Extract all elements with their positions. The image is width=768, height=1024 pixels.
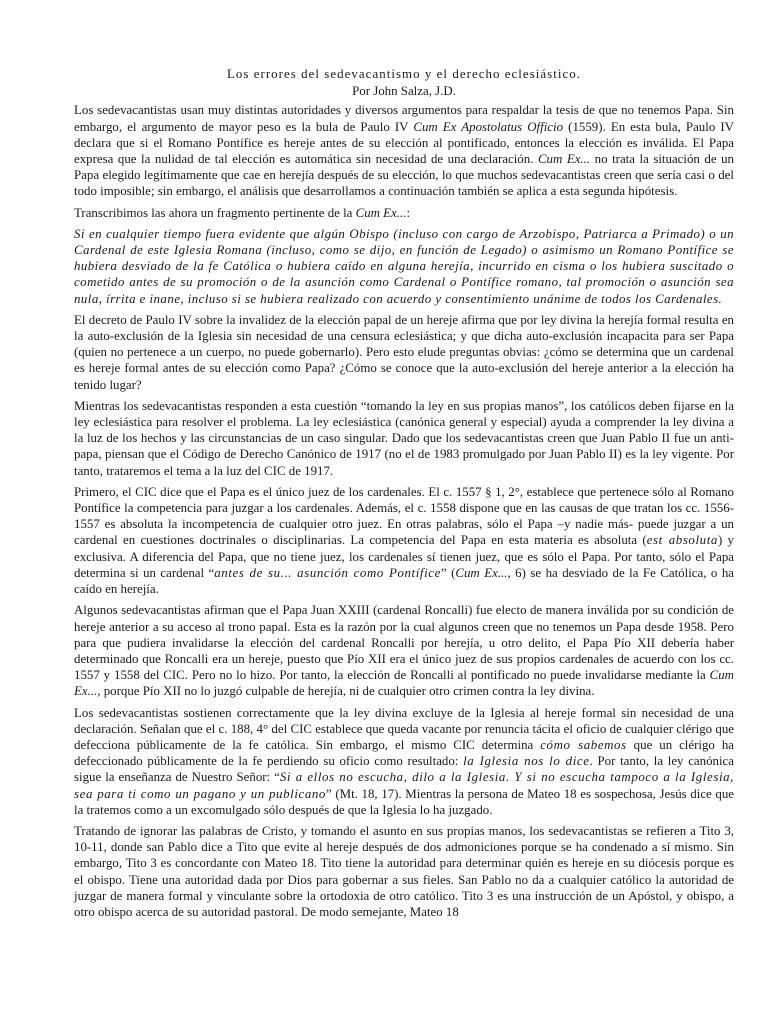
p6-italic-1: Cum Ex... (74, 668, 734, 699)
p5-text-a: Primero, el CIC dice que el Papa es el único juez de los cardenales. El c. 1557 § 1, 2°, establece que pertenece sólo al Romano Pontífice la competencia para juzgar a los cardenales. Además, el c. 1558 dispone que en las causas de que tratan los cc. 1556-1557 es absoluta la incompetencia de cualquier otro juez. En otras palabras, sólo el Papa –y nadie más- puede juzgar a un cardenal en cuestiones doctrinales o disciplinarias. La competencia del Papa en esta materia es absoluta ( (74, 484, 734, 548)
p6-text-b: , porque Pío XII no lo juzgó culpable de herejía, ni de cualquier otro crimen contra la ley divina. (97, 684, 595, 699)
p5-text-d: , 6) se ha desviado de la Fe Católica, o ha caído en herejía. (74, 565, 734, 597)
quoted-fragment: Si en cualquier tiempo fuera evidente que algún Obispo (incluso con cargo de Arzobispo, Patriarca a Primado) o un Cardenal de este Iglesia Romana (incluso, como se dijo, en función de Legado) o asimismo un Romano Pontífice se hubiera desviado de la fe Católica o hubiera caído en alguna herejía, incurrido en cisma o los hubiera suscitado o cometido antes de su promoción o de la asunción como Cardenal o Pontífice romano, tal promoción o asunción sea nula, írrita e inane, incluso si se hubiera realizado con acuerdo y consentimiento unánime de todos los Cardenales. (74, 226, 734, 306)
p7-text-a: Los sedevacantistas sostienen correctamente que la ley divina excluye de la Iglesia al hereje formal sin necesidad de una declaración. Señalan que el c. 188, 4° del CIC establece que queda vacante por renuncia tácita el oficio de cualquier clérigo que defecciona públicamente de la fe católica. Sin embargo, el mismo CIC determina (74, 705, 734, 752)
paragraph-3: El decreto de Paulo IV sobre la invalidez de la elección papal de un hereje afirma que por ley divina la herejía formal resulta en la auto-exclusión de la Iglesia sin necesidad de una censura eclesiástica; y que dicha auto-exclusión incapacita para ser Papa (quien no pertenece a un cuerpo, no puede gobernarlo). Pero esto elude preguntas obvias: ¿cómo se determina que un cardenal es hereje formal antes de su elección como Papa? ¿Cómo se conoce que la auto-exclusión del hereje anterior a la elección ha tenido lugar? (74, 312, 734, 392)
paragraph-4: Mientras los sedevacantistas responden a esta cuestión “tomando la ley en sus propias manos”, los católicos deben fijarse en la ley eclesiástica para resolver el problema. La ley eclesiástica (canónica general y especial) ayuda a comprender la ley divina a la luz de los hechos y las circunstancias de un caso singular. Dado que los sedevacantistas creen que Juan Pablo II fue un anti-papa, piensan que el Código de Derecho Canónico de 1917 (no el de 1983 promulgado por Juan Pablo II) es la ley vigente. Por tanto, trataremos el tema a la luz del CIC de 1917. (74, 398, 734, 478)
page-title: Los errores del sedevacantismo y el derecho eclesiástico. (226, 67, 582, 81)
paragraph-6 (74, 602, 734, 699)
p5-text-b: ) y exclusiva. A diferencia del Papa, que no tiene juez, los cardenales sí tienen juez, que es sólo el Papa. Por tanto, sólo el Papa determina si un cardenal “ (74, 533, 734, 580)
paragraph-2 (74, 205, 734, 221)
p2-italic-1: Cum Ex... (355, 205, 407, 220)
p1-text-b: (1559). En esta bula, Paulo IV declara que si el Romano Pontífice es hereje antes de su elección al pontificado, entonces la elección es inválida. El Papa expresa que la nulidad de tal elección es automática sin necesidad de una declaración. (74, 119, 734, 167)
p5-text-c: ” ( (440, 565, 456, 580)
p1-italic-2: Cum Ex... (537, 152, 591, 167)
p7-text-c: . Por tanto, la ley canónica sigue la enseñanza de Nuestro Señor: “ (74, 754, 734, 785)
p5-italic-1: est absoluta (646, 533, 718, 548)
p2-text-a: Transcribimos las ahora un fragmento pertinente de la (74, 205, 356, 220)
p1-italic-1: Cum Ex Apostolatus Officio (413, 119, 564, 134)
author-line: Por John Salza, J.D. (352, 84, 456, 99)
p7-text-b: que un clérigo ha defeccionado públicamente de la fe perdiendo su oficio como resultado: (74, 737, 735, 769)
p2-text-b: : (406, 205, 411, 220)
paragraph-8: Tratando de ignorar las palabras de Cristo, y tomando el asunto en sus propias manos, los sedevacantistas se refieren a Tito 3, 10-11, donde san Pablo dice a Tito que evite al hereje después de dos admoniciones porque se ha condenado a sí mismo. Sin embargo, Tito 3 es concordante con Mateo 18. Tito tiene la autoridad para determinar quién es hereje en su diócesis porque es el obispo. Tiene una autoridad dada por Dios para gobernar a sus fieles. San Pablo no da a cualquier católico la autoridad de juzgar de manera formal y vinculante sobre la ortodoxia de otro católico. Tito 3 es una instrucción de un Apóstol, y obispo, a otro obispo acerca de su autoridad pastoral. De modo semejante, Mateo 18 (74, 823, 734, 919)
p7-italic-1: cómo sabemos (540, 737, 627, 752)
paragraph-1 (74, 102, 734, 199)
p7-italic-2: la Iglesia nos lo dice (463, 754, 590, 769)
paragraph-7 (74, 705, 734, 818)
p1-text-a: Los sedevacantistas usan muy distintas autoridades y diversos argumentos para respaldar la tesis de que no tenemos Papa. Sin embargo, el argumento de mayor peso es la bula de Paulo IV (74, 103, 734, 134)
p5-italic-3: Cum Ex... (455, 565, 508, 580)
p6-text-a: Algunos sedevacantistas afirman que el Papa Juan XXIII (cardenal Roncalli) fue electo de manera inválida por su condición de hereje anterior a su acceso al trono papal. Esta es la razón por la cual algunos creen que no tenemos un Papa desde 1958. Pero para que pudiera invalidarse la elección del cardenal Roncalli por herejía, u otro delito, el Papa Pío XII debería haber determinado que Roncalli era un hereje, puesto que Pío XII era el único juez de sus propios cardenales de acuerdo con los cc. 1557 y 1558 del CIC. Pero no lo hizo. Por tanto, la elección de Roncalli al pontificado no puede invalidarse mediante la (74, 603, 734, 683)
p5-italic-2: antes de su... asunción como Pontífice (214, 565, 441, 580)
p7-italic-3: Si a ellos no escucha, dilo a la Iglesia. Y si no escucha tampoco a la Iglesia, sea para ti como un pagano y un publicano (74, 770, 734, 801)
paragraph-5 (74, 484, 734, 597)
p1-text-c: no trata la situación de un Papa elegido legítimamente que cae en herejía después de su elección, lo que muchos sedevacantistas creen que sería casi o del todo imposible; sin embargo, el análisis que desarrollamos a continuación también se aplica a esta segunda hipótesis. (74, 152, 734, 199)
p7-text-d: ” (Mt. 18, 17). Mientras la persona de Mateo 18 es sospechosa, Jesús dice que la tratemos como a un excomulgado sólo después de que la Iglesia lo ha juzgado. (74, 786, 734, 817)
